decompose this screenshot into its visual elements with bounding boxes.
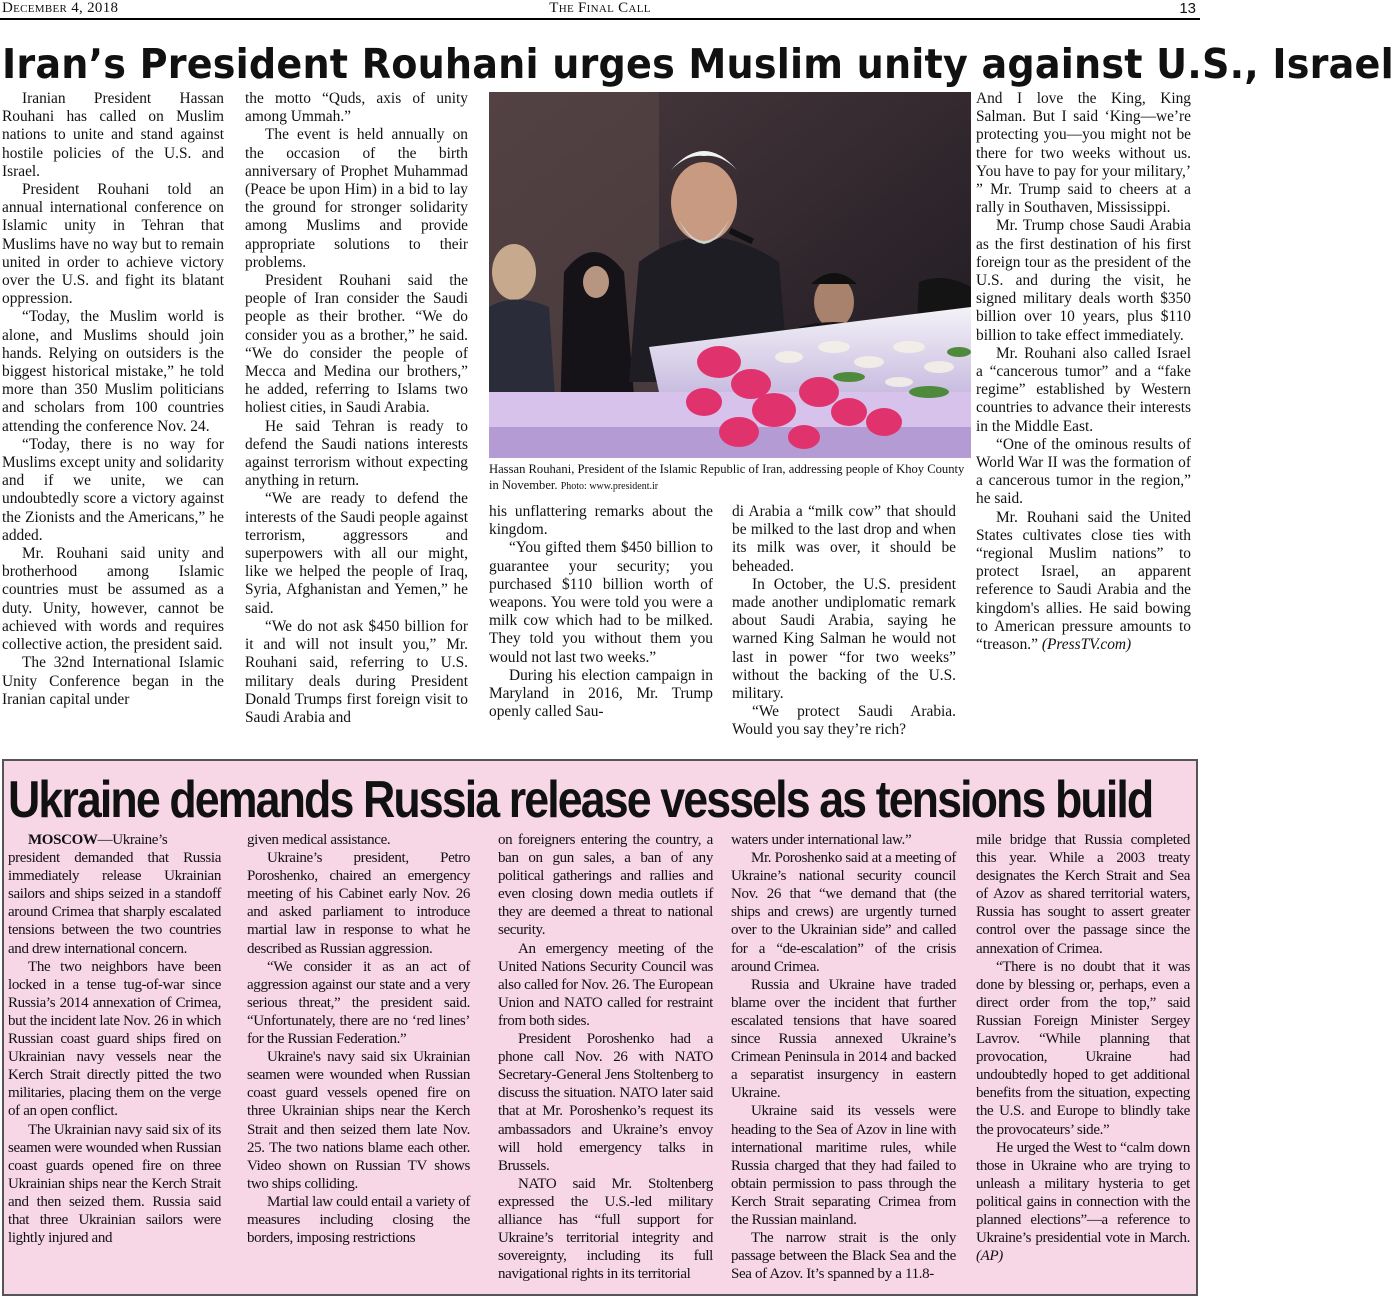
article2-paragraph	[976, 1139, 1190, 1266]
page-number: 13	[1179, 0, 1196, 17]
article1-source: (PressTV.com)	[1041, 636, 1132, 654]
article2-column-3	[498, 831, 713, 1283]
article2-paragraph	[8, 831, 221, 958]
article1-paragraph: “We do not ask $450 billion for it and will not insult you,” Mr. Rouhani said, referring to U.S. military deals during President Donald Trumps first foreign visit to Saudi Arabia and	[245, 617, 468, 726]
article1-column-3	[489, 503, 713, 721]
article2-last-paragraph: He urged the West to “calm down those in Ukraine who are trying to unleash a military hysteria to get political gains in connection with the planned elections”—a reference to Ukraine’s presidential vote in March.	[976, 1139, 1190, 1247]
article2-column-2	[247, 831, 470, 1247]
article2-paragraph: “We consider it as an act of aggression against our state and a very serious threat,” the president said. “Unfortunately, there are no ‘red lines’ for the Russian Federation.”	[247, 958, 470, 1048]
article1-paragraph: “You gifted them $450 billion to guarantee your security; you purchased $110 billion worth of weapons. You were told you were a milk cow which had to be milked. They told you without them you would not last two weeks.”	[489, 539, 713, 666]
article1-paragraph: President Rouhani told an annual international conference on Islamic unity in Tehran that Muslims have no way but to remain united in order to achieve victory over the U.S. and fight its blatant oppression.	[2, 181, 224, 308]
article1-column-2	[245, 90, 468, 727]
article2-headline: Ukraine demands Russia release vessels as tensions build	[8, 771, 1153, 829]
article2-paragraph: waters under international law.”	[731, 832, 912, 848]
photo-credit: Photo: www.president.ir	[560, 481, 659, 492]
rouhani-photo	[489, 92, 971, 458]
photo-illustration	[489, 92, 971, 458]
article1-paragraph: And I love the King, King Salman. But I said ‘King—we’re protecting you—you might not be there for two weeks without us. You have to pay for your military,’ ” Mr. Trump said to cheers at a rally in Southaven, Mississippi.	[976, 90, 1191, 217]
article1-paragraph: “We protect Saudi Arabia. Would you say they’re rich?	[732, 703, 956, 739]
article1-paragraph: In October, the U.S. president made another undiplomatic remark about Saudi Arabia, saying he warned King Salman he would not last in power “for two weeks” without the backing of the U.S. military.	[732, 575, 956, 703]
article1-paragraph: President Rouhani said the people of Iran consider the Saudi people as their brother. “We do consider you as a brother,” he said. “We do consider the people of Mecca and Medina our brothers,” he added, referring to Islams two holiest cities, in Saudi Arabia.	[245, 272, 468, 417]
paper-name: The Final Call	[549, 0, 651, 16]
article1-paragraph: di Arabia a “milk cow” that should be milked to the last drop and when its milk was over, it should be beheaded.	[732, 503, 956, 575]
article2-paragraph: “There is no doubt that it was done by blessing or, perhaps, even a direct order from the top,” said Russian Foreign Minister Sergey Lavrov. “While planning that provocation, Ukraine had undoubtedly hoped to get additional benefits from the situation, expecting the U.S. and Europe to blindly take the provocateurs’ side.”	[976, 958, 1190, 1138]
article2-paragraph: The narrow strait is the only passage between the Black Sea and the Sea of Azov. It’s spanned by a 11.8-	[731, 1230, 956, 1283]
issue-date: December 4, 2018	[2, 0, 119, 16]
article1-paragraph: Iranian President Hassan Rouhani has called on Muslim nations to unite and stand against hostile policies of the U.S. and Israel.	[2, 90, 224, 180]
article1-headline: Iran’s President Rouhani urges Muslim unity against U.S., Israel	[2, 40, 1394, 88]
article1-paragraph: “Today, the Muslim world is alone, and Muslims should join hands. Relying on outsiders is the biggest historical mistake,” he told more than 350 Muslim politicians and scholars from 100 countries attending the conference Nov. 24.	[2, 308, 224, 435]
article2-paragraph: Martial law could entail a variety of measures including closing the borders, imposing restrictions	[247, 1193, 470, 1247]
article1-paragraph: Mr. Trump chose Saudi Arabia as the first destination of his first foreign tour as the president of the U.S. and during the visit, he signed military deals worth $350 billion over 10 years, plus $110 billion to take effect immediately.	[976, 217, 1191, 344]
article2-column-4	[731, 831, 956, 1283]
article2-paragraph: The two neighbors have been locked in a tense tug-of-war since Russia’s 2014 annexation of Crimea, but the incident late Nov. 26 in which Russian coast guard ships fired on Ukrainian navy vessels near the Kerch Strait directly pitted the two militaries, placing them on the verge of an open conflict.	[8, 958, 221, 1120]
article1-paragraph: Mr. Rouhani also called Israel a “cancerous tumor” and a “fake regime” established by Western countries to advance their interests in the Middle East.	[976, 344, 1191, 435]
photo-caption-text: Hassan Rouhani, President of the Islamic Republic of Iran, addressing people of Khoy County in November.	[489, 462, 965, 492]
article2-paragraph: An emergency meeting of the United Nations Security Council was also called for Nov. 26. The European Union and NATO called for restraint from both sides.	[498, 940, 713, 1029]
article1-column-4	[732, 503, 956, 740]
article2-column-5	[976, 831, 1190, 1265]
article2-paragraph: on foreigners entering the country, a ban on gun sales, a ban of any political gatherings and rallies and even closing down media outlets if they are deemed a threat to national security.	[498, 832, 713, 939]
article2-paragraph: Ukraine's navy said six Ukrainian seamen were wounded when Russian coast guard vessels opened fire on three Ukrainian ships near the Kerch Strait and then seized them late Nov. 25. The two nations blame each other. Video shown on Russian TV shows two ships colliding.	[247, 1049, 470, 1192]
article1-paragraph: the motto “Quds, axis of unity among Ummah.”	[245, 90, 468, 126]
article2-paragraph: Ukraine said its vessels were heading to the Sea of Azov in line with international maritime rules, while Russia charged that they had failed to obtain permission to pass through the Kerch Strait separating Crimea from the Russian mainland.	[731, 1103, 956, 1228]
article1-paragraph: “We are ready to defend the interests of the Saudi people against terrorism, aggressors and superpowers with all our might, like we helped the people of Iraq, Syria, Afghanistan and Yemen,” he said.	[245, 490, 468, 617]
article2-paragraph: Ukraine’s president, Petro Poroshenko, chaired an emergency meeting of his Cabinet early Nov. 26 and asked parliament to introduce martial law in response to what he described as Russian aggression.	[247, 850, 470, 957]
article1-paragraph: “One of the ominous results of World War II was the formation of a cancerous tumor in the region,” he said.	[976, 435, 1191, 508]
article2-paragraph: given medical assistance.	[247, 832, 391, 848]
dateline: MOSCOW	[28, 832, 98, 848]
article2-paragraph: The Ukrainian navy said six of its seamen were wounded when Russian coast guards opened fire on three Ukrainian ships near the Kerch Strait and then seized them. Russia said that three Ukrainian sailors were lightly injured and	[8, 1121, 221, 1247]
article1-paragraph	[976, 509, 1191, 655]
masthead	[0, 0, 1200, 20]
article1-paragraph: his unflattering remarks about the kingdom.	[489, 503, 713, 539]
article2-paragraph: President Poroshenko had a phone call Nov. 26 with NATO Secretary-General Jens Stoltenberg to discuss the situation. NATO later said that at Mr. Poroshenko’s request its ambassadors and Ukraine’s envoy will hold emergency talks in Brussels.	[498, 1031, 713, 1174]
article1-paragraph: Mr. Rouhani said unity and brotherhood among Islamic countries must be assumed as a duty. Unity, however, cannot be achieved with words and requires collective action, the president said.	[2, 545, 224, 654]
article2-paragraph: Russia and Ukraine have traded blame over the incident that further escalated tensions that have soared since Russia annexed Ukraine’s Crimean Peninsula in 2014 and backed a separatist insurgency in eastern Ukraine.	[731, 976, 956, 1102]
article2-paragraph: NATO said Mr. Stoltenberg expressed the U.S.-led military alliance has “full support for Ukraine’s territorial integrity and sovereignty, including its full navigational rights in its territorial	[498, 1175, 713, 1283]
article2-paragraph: Mr. Poroshenko said at a meeting of Ukraine’s national security council Nov. 26 that “we demand that (the ships and crews) are urgently turned over to the Ukrainian side” and called for a “de-escalation” of the crisis around Crimea.	[731, 850, 956, 975]
article2-column-1	[8, 831, 221, 1247]
article1-paragraph: During his election campaign in Maryland in 2016, Mr. Trump openly called Sau-	[489, 666, 713, 721]
article1-column-1	[2, 90, 224, 709]
article1-column-5	[976, 90, 1191, 654]
article1-paragraph: The event is held annually on the occasion of the birth anniversary of Prophet Muhammad (Peace be upon Him) in a bid to lay the ground for stronger solidarity among Muslims and provide appropriate solutions to their problems.	[245, 126, 468, 271]
article2-source: (AP)	[976, 1248, 1003, 1265]
article2-lead: —Ukraine’s president demanded that Russia immediately release Ukrainian sailors and ships seized in a standoff around Crimea that sharply escalated tensions between the two countries and drew international concern.	[8, 832, 221, 957]
article1-last-paragraph: Mr. Rouhani said the United States cultivates close ties with “regional Muslim nations” to protect Israel, an apparent reference to Saudi Arabia and the kingdom's allies. He said bowing to American pressure amounts to “treason.”	[976, 508, 1191, 654]
photo-caption	[489, 461, 971, 495]
article1-paragraph: “Today, there is no way for Muslims except unity and solidarity and if we unite, we can undoubtedly score a victory against the Zionists and the Americans,” he added.	[2, 435, 224, 544]
article2-paragraph: mile bridge that Russia completed this year. While a 2003 treaty designates the Kerch Strait and Sea of Azov as shared territorial waters, Russia has sought to assert greater control over the passage since the annexation of Crimea.	[976, 832, 1190, 957]
article1-paragraph: The 32nd International Islamic Unity Conference began in the Iranian capital under	[2, 654, 224, 708]
article1-paragraph: He said Tehran is ready to defend the Saudi nations interests against terrorism without expecting anything in return.	[245, 417, 468, 490]
